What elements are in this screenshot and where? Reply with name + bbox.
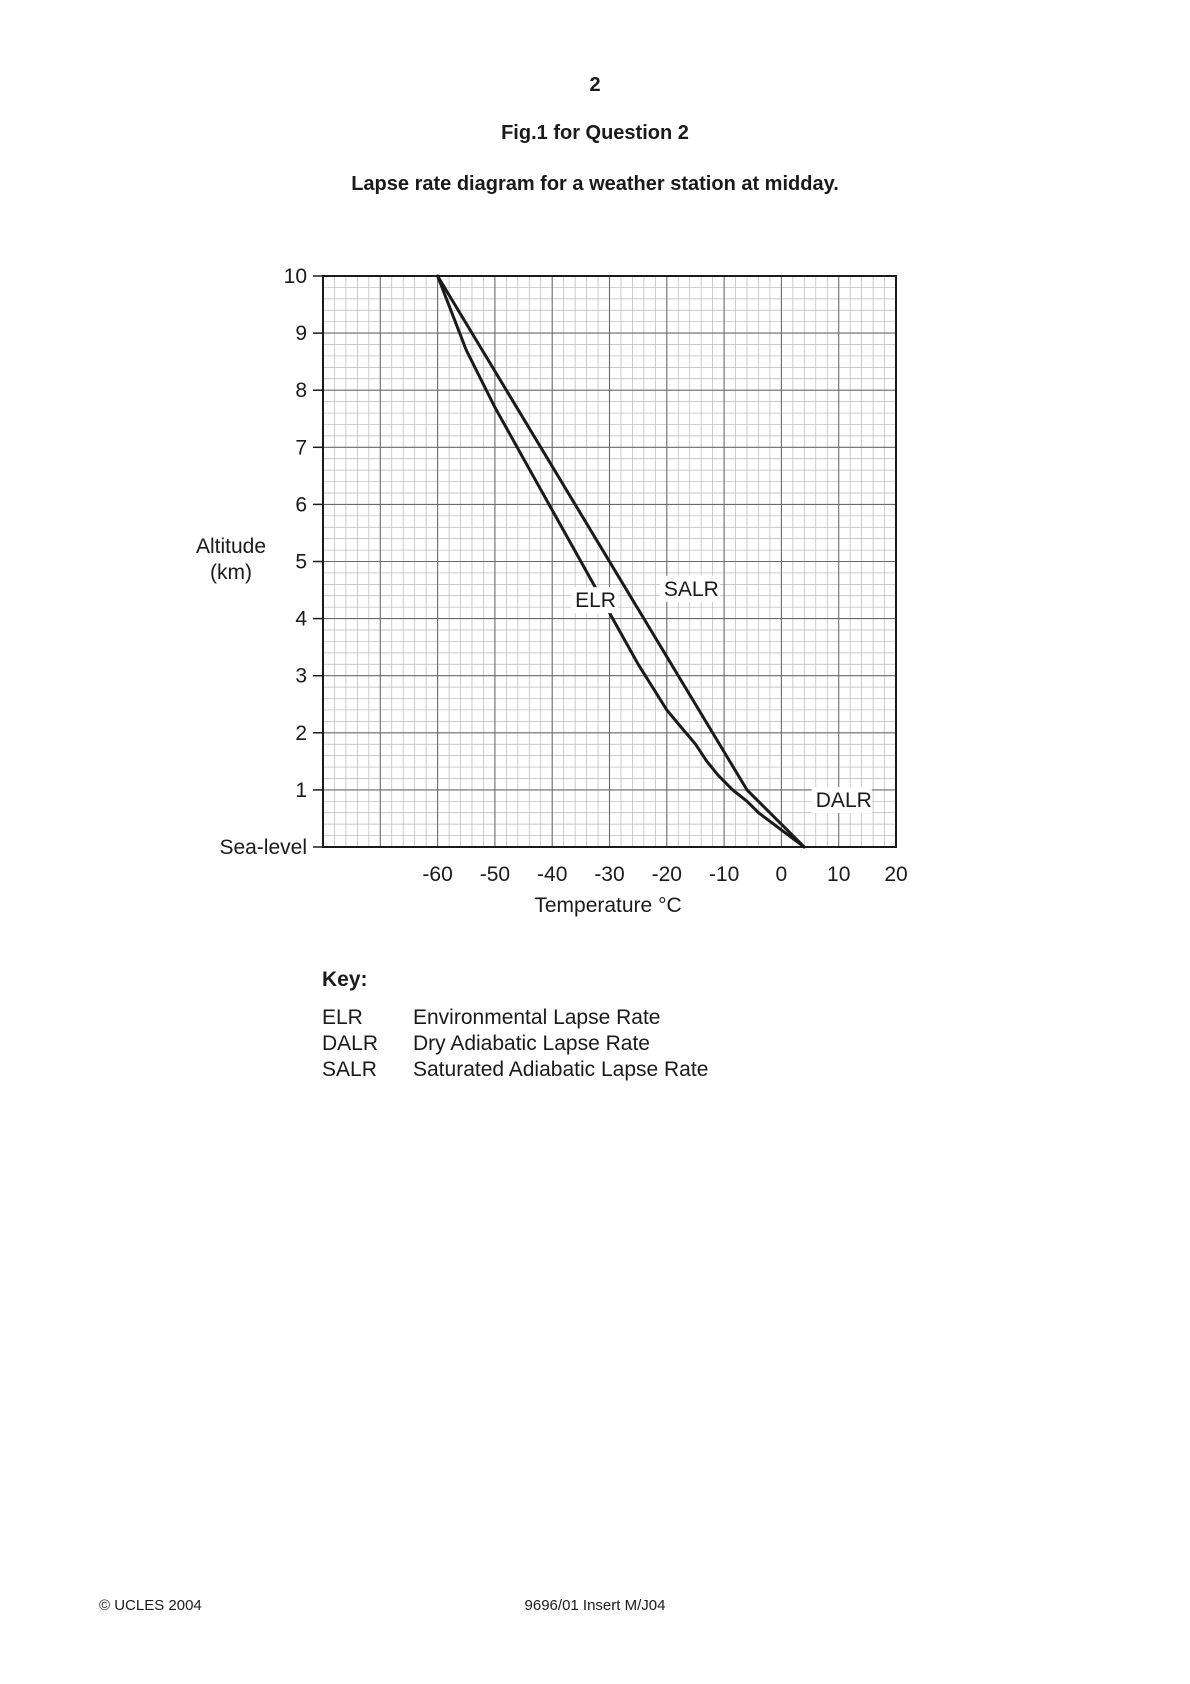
y-axis-label-line-2: (km) bbox=[210, 561, 252, 584]
key-abbr: ELR bbox=[322, 1006, 363, 1029]
y-tick-label: 6 bbox=[295, 493, 307, 517]
key-table bbox=[322, 1005, 708, 1083]
x-tick-label: -60 bbox=[422, 863, 453, 886]
key-meaning: Saturated Adiabatic Lapse Rate bbox=[413, 1058, 709, 1081]
y-tick-label: 10 bbox=[283, 265, 307, 288]
y-axis-label-line-1: Altitude bbox=[195, 535, 267, 558]
x-tick-label: 20 bbox=[884, 863, 908, 886]
key-meaning: Environmental Lapse Rate bbox=[413, 1006, 661, 1029]
y-tick-label: 9 bbox=[295, 322, 307, 346]
key-abbr: DALR bbox=[322, 1032, 379, 1055]
key-row-dalr bbox=[322, 1031, 708, 1057]
series-label-elr: ELR bbox=[575, 589, 616, 613]
x-tick-label: -30 bbox=[594, 863, 625, 886]
key-title: Key: bbox=[322, 968, 368, 991]
x-axis bbox=[422, 863, 907, 886]
page-number: 2 bbox=[589, 74, 601, 96]
key-row-elr bbox=[322, 1005, 708, 1031]
x-axis-label: Temperature °C bbox=[534, 894, 682, 917]
x-tick-label: 0 bbox=[775, 863, 788, 886]
series-label-salr: SALR bbox=[663, 577, 719, 601]
document-code: 9696/01 Insert M/J04 bbox=[524, 1597, 666, 1614]
copyright: © UCLES 2004 bbox=[99, 1597, 202, 1614]
series-line-salr bbox=[438, 276, 747, 790]
key-row-salr bbox=[322, 1057, 708, 1083]
figure-title: Fig.1 for Question 2 bbox=[501, 122, 689, 144]
x-tick-label: -40 bbox=[537, 863, 568, 886]
y-tick-label: 4 bbox=[295, 607, 307, 631]
y-tick-label: 7 bbox=[295, 436, 307, 460]
y-tick-label: Sea-level bbox=[219, 836, 307, 859]
x-tick-label: -10 bbox=[708, 863, 740, 886]
x-tick-label: 10 bbox=[827, 863, 851, 886]
y-tick-label: 3 bbox=[295, 664, 307, 688]
series-label-dalr: DALR bbox=[815, 789, 872, 813]
y-tick-label: 1 bbox=[295, 778, 307, 802]
key-abbr: SALR bbox=[322, 1058, 377, 1081]
y-tick-label: 2 bbox=[295, 721, 307, 745]
key-meaning: Dry Adiabatic Lapse Rate bbox=[413, 1032, 650, 1055]
x-tick-label: -50 bbox=[479, 863, 511, 886]
figure-subtitle: Lapse rate diagram for a weather station at midday. bbox=[351, 173, 839, 195]
x-tick-label: -20 bbox=[651, 863, 682, 886]
series-line-dalr bbox=[747, 790, 804, 847]
y-tick-label: 5 bbox=[295, 550, 307, 574]
y-tick-label: 8 bbox=[295, 379, 307, 403]
